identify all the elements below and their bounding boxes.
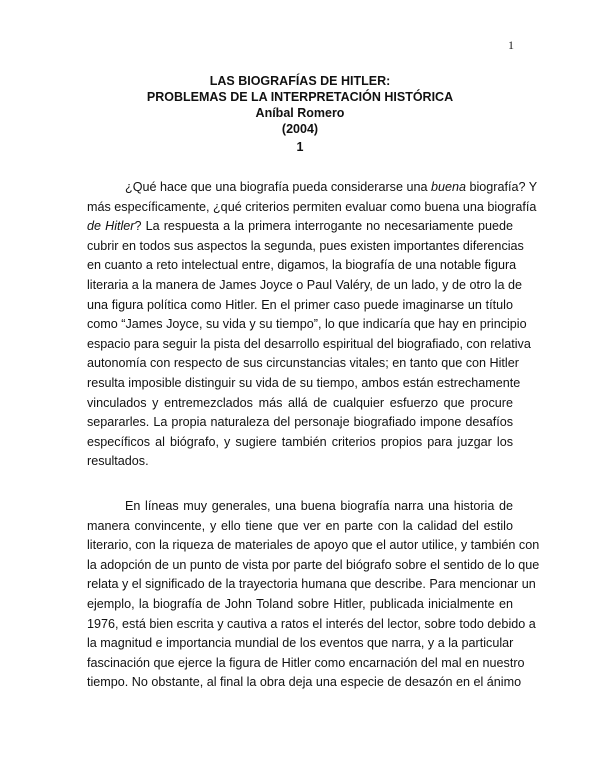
paragraph-2 [87, 497, 540, 693]
paragraph-line: tiempo. No obstante, al final la obra deja una especie de desazón en el ánimo [87, 675, 522, 690]
title-line-2: PROBLEMAS DE LA INTERPRETACIÓN HISTÓRICA [146, 90, 454, 104]
paragraph-line: literario, con la riqueza de materiales de apoyo que el autor utilice, y también con [87, 538, 540, 553]
paragraph-line: En líneas muy generales, una buena biografía narra una historia de [125, 499, 513, 513]
paragraph-line: ¿Qué hace que una biografía pueda considerarse una buena biografía? Y [125, 180, 538, 194]
paragraph-line: vinculados y entremezclados más allá de cualquier esfuerzo que procure [87, 395, 513, 410]
paragraph-line: autonomía con respecto de sus circunstancias vitales; en tanto que con Hitler [87, 356, 519, 371]
title-line-1: LAS BIOGRAFÍAS DE HITLER: [209, 74, 391, 88]
paragraph-line: fascinación que ejerce la figura de Hitler como encarnación del mal en nuestro [87, 655, 525, 670]
page-number: 1 [508, 38, 514, 52]
paragraph-line: en cuanto a reto intelectual entre, digamos, la biografía de una notable figura [87, 258, 517, 273]
paragraph-line: de Hitler? La respuesta a la primera interrogante no necesariamente puede [87, 219, 513, 234]
paragraph-line: cubrir en todos sus aspectos la segunda, pues existen importantes diferencias [87, 238, 524, 253]
paragraph-1 [87, 178, 538, 472]
paragraph-line: 1976, está bien escrita y cautiva a ratos el interés del lector, sobre todo debido a [87, 616, 536, 631]
paragraph-line: literaria a la manera de James Joyce o Paul Valéry, de un lado, y de otro la de [87, 277, 522, 292]
title-block [0, 73, 600, 137]
author-name: Aníbal Romero [255, 106, 345, 120]
section-number: 1 [296, 140, 304, 154]
paragraph-line: espacio para seguir la pista del desarrollo espiritual del biografiado, con relativa [87, 336, 531, 351]
paragraph-line: ejemplo, la biografía de John Toland sobre Hitler, publicada inicialmente en [87, 596, 513, 611]
paragraph-line: separarles. La propia naturaleza del personaje biografiado impone desafíos [87, 415, 513, 430]
paragraph-line: como “James Joyce, su vida y su tiempo”, lo que indicaría que hay en principio [87, 317, 527, 332]
paragraph-line: resulta imposible distinguir su vida de su tiempo, ambos están estrechamente [87, 375, 521, 390]
paragraph-line: manera convincente, y ello tiene que ver en parte con la calidad del estilo [87, 518, 513, 533]
paragraph-line: relata y el significado de la trayectoria humana que describe. Para mencionar un [87, 577, 536, 592]
paragraph-line: específicos al biógrafo, y sugiere también criterios propios para juzgar los [87, 434, 513, 449]
paragraph-line: resultados. [87, 454, 149, 469]
paragraph-line: más específicamente, ¿qué criterios permiten evaluar como buena una biografía [87, 199, 537, 214]
paragraph-line: la magnitud e importancia mundial de los eventos que narra, y a la particular [87, 636, 514, 651]
paragraph-line: la adopción de un punto de vista por parte del biógrafo sobre el sentido de lo que [87, 557, 540, 572]
publication-year: (2004) [281, 122, 319, 136]
paragraph-line: una figura política como Hitler. En el primer caso puede imaginarse un título [87, 297, 513, 312]
